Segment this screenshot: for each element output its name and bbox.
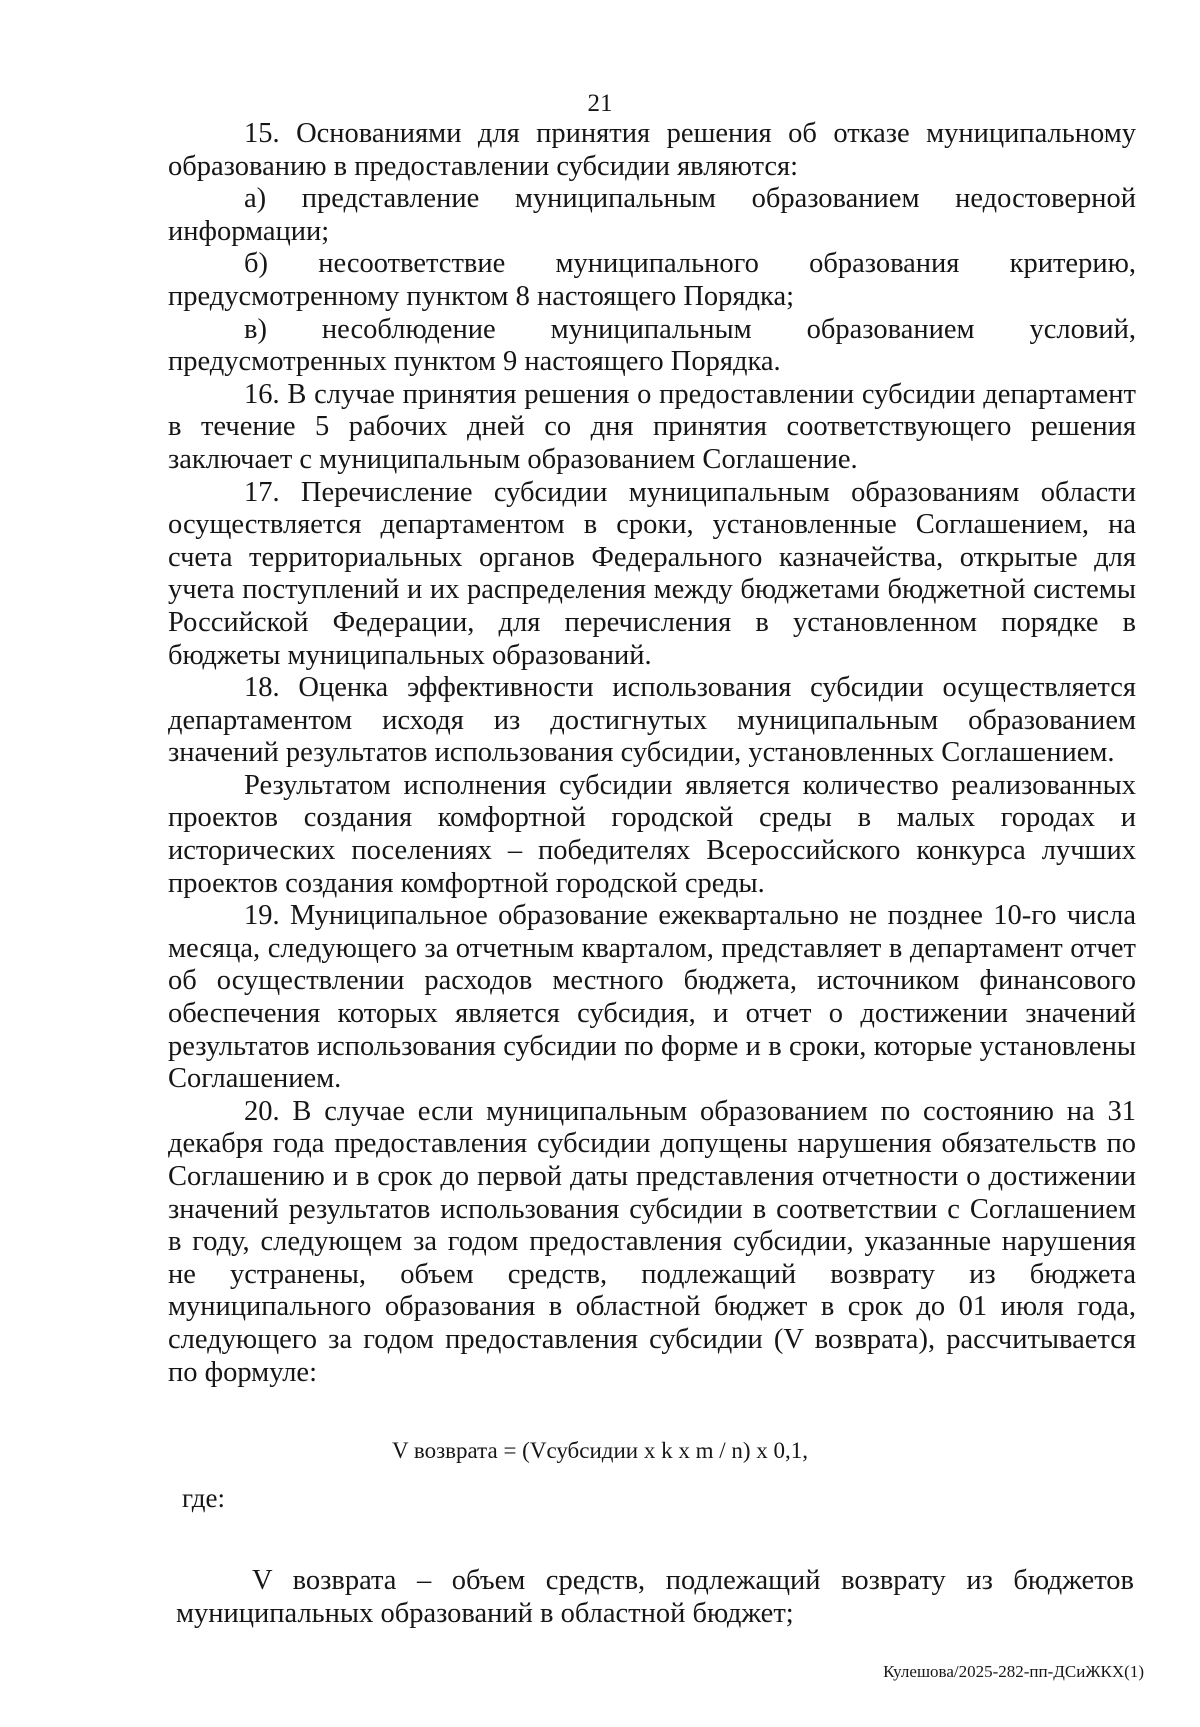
footer-document-code: Кулешова/2025-282-пп-ДСиЖКХ(1) xyxy=(883,1662,1144,1681)
paragraph-15-c: в) несоблюдение муниципальным образованием условий, предусмотренных пунктом 9 настоящего Порядка. xyxy=(168,313,1136,378)
paragraph-15: 15. Основаниями для принятия решения об отказе муниципальному образованию в предоставлении субсидии являются: xyxy=(168,118,1136,182)
paragraph-19: 19. Муниципальное образование ежеквартально не позднее 10-го числа месяца, следующего за отчетным кварталом, представляет в департамент отчет об осуществлении расходов местного бюджета, источником финансового обеспечения которых является субсидия, и отчет о достижении значений результатов использования субсидии по форме и в сроки, которые установлены Соглашением. xyxy=(168,900,1136,1095)
v-return-definition: V возврата – объем средств, подлежащий возврату из бюджетов муниципальных образований в областной бюджет; xyxy=(176,1565,1134,1629)
paragraph-15-a: а) представление муниципальным образованием недостоверной информации; xyxy=(168,183,1136,247)
paragraph-15-b: б) несоответствие муниципального образования критерию, предусмотренному пунктом 8 настоящего Порядка; xyxy=(168,248,1136,312)
paragraph-16: 16. В случае принятия решения о предоставлении субсидии департамент в течение 5 рабочих дней со дня принятия соответствующего решения заключает с муниципальным образованием Соглашение. xyxy=(168,378,1136,475)
document-body xyxy=(168,118,1136,1389)
paragraph-18-result: Результатом исполнения субсидии является количество реализованных проектов создания комфортной городской среды в малых городах и исторических поселениях – победителях Всероссийского конкурса лучших проектов создания комфортной городской среды. xyxy=(168,769,1136,899)
definition-block xyxy=(176,1565,1134,1630)
return-formula: V возврата = (Vсубсидии x k x m / n) x 0,1, xyxy=(391,1438,809,1463)
paragraph-17: 17. Перечисление субсидии муниципальным образованиям области осуществляется департаментом в сроки, установленные Соглашением, на счета территориальных органов Федерального казначейства, открытые для учета поступлений и их распределения между бюджетами бюджетной системы Российской Федерации, для перечисления в установленном порядке в бюджеты муниципальных образований. xyxy=(168,476,1136,671)
paragraph-20: 20. В случае если муниципальным образованием по состоянию на 31 декабря года предоставления субсидии допущены нарушения обязательств по Соглашению и в срок до первой даты представления отчетности о достижении значений результатов использования субсидии в соответствии с Соглашением в году, следующем за годом предоставления субсидии, указанные нарушения не устранены, объем средств, подлежащий возврату из бюджета муниципального образования в областной бюджет в срок до 01 июля года, следующего за годом предоставления субсидии (V возврата), рассчитывается по формуле: xyxy=(168,1095,1136,1388)
page-number: 21 xyxy=(587,90,613,117)
where-label: где: xyxy=(182,1483,225,1513)
paragraph-18: 18. Оценка эффективности использования субсидии осуществляется департаментом исходя из достигнутых муниципальным образованием значений результатов использования субсидии, установленных Соглашением. xyxy=(168,672,1136,769)
